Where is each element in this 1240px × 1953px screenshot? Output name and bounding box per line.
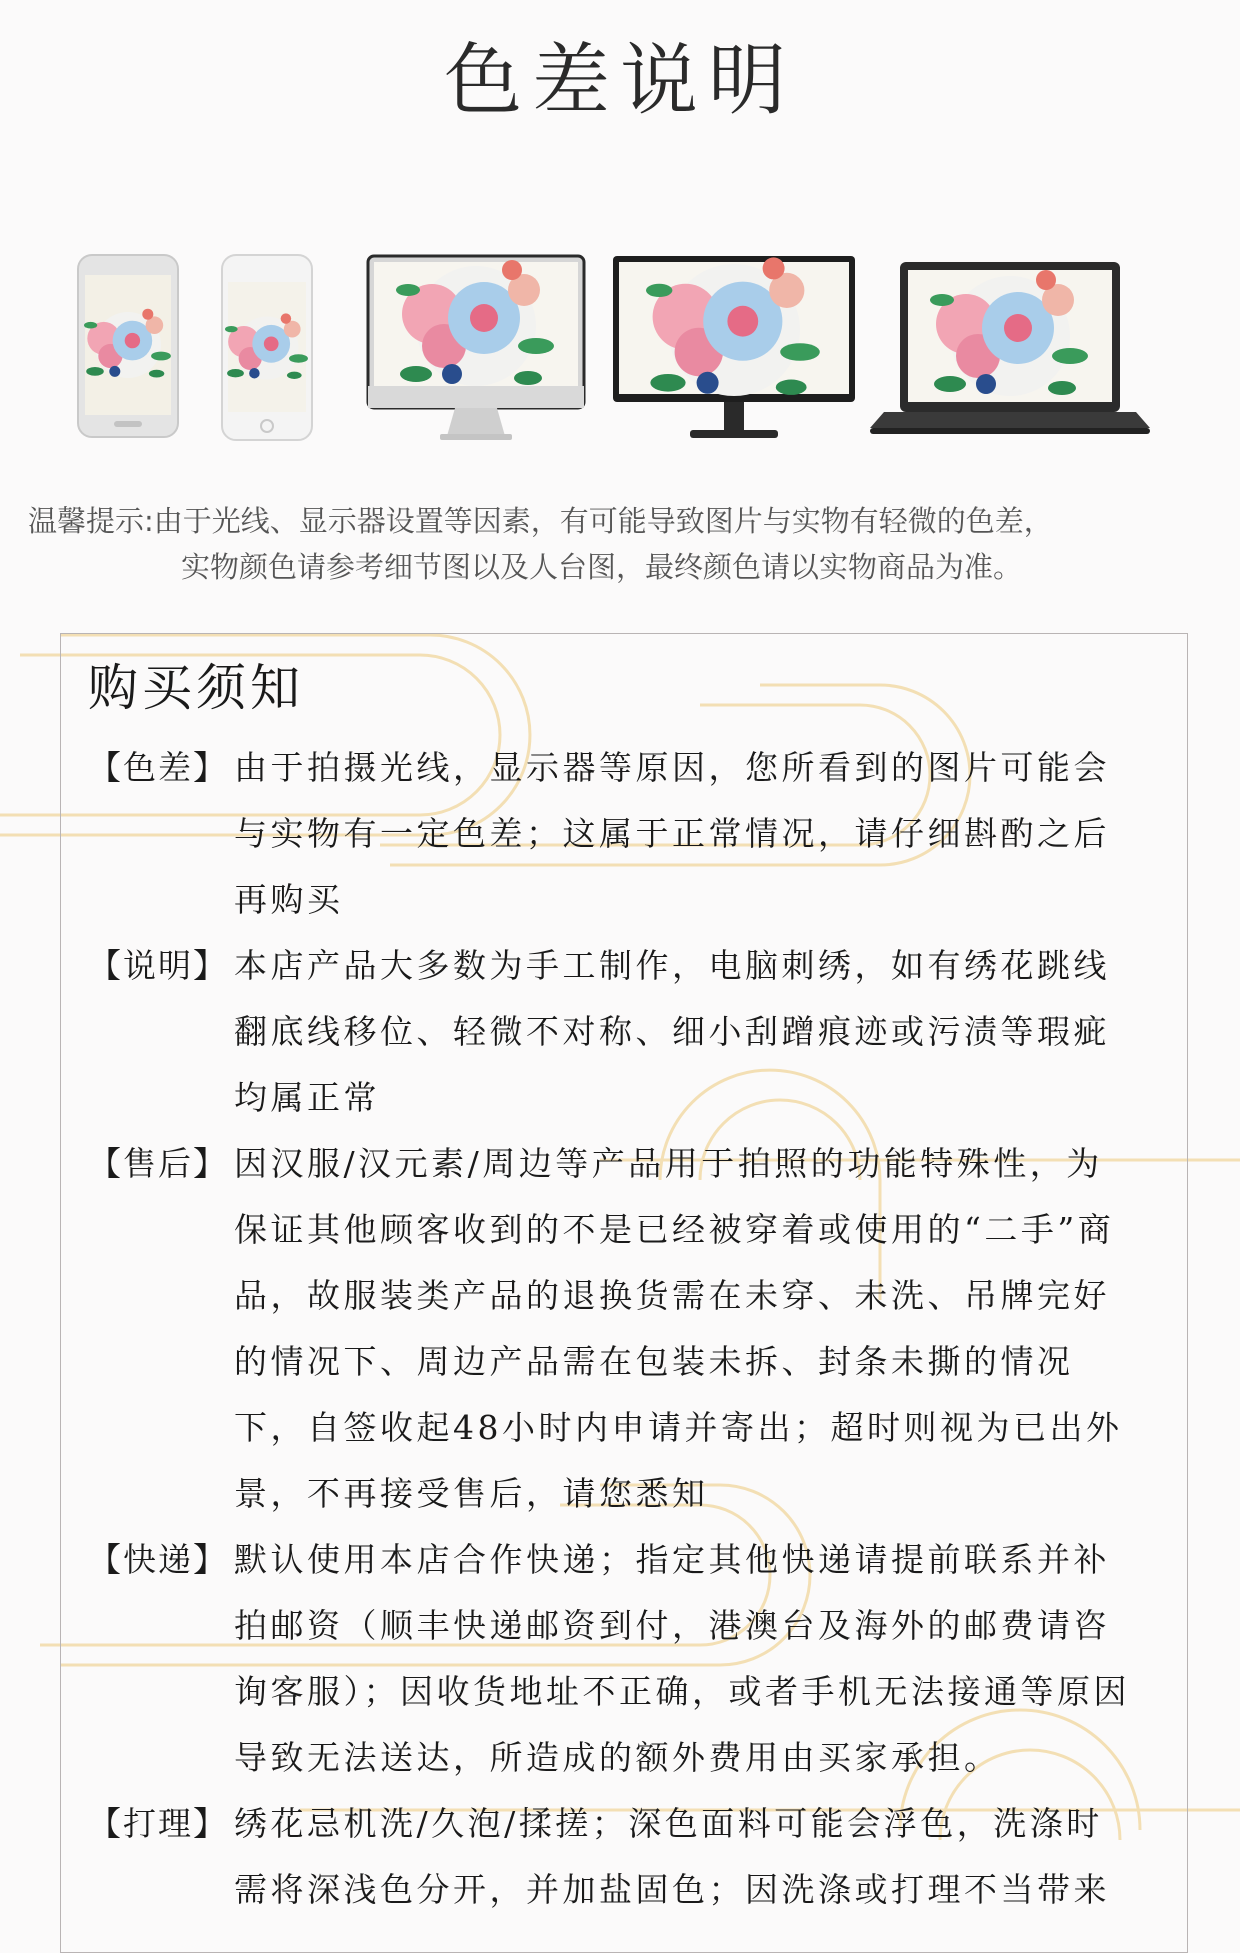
iphone-illustration [222, 255, 312, 440]
page-title: 色差说明 [443, 36, 796, 126]
laptop-illustration [870, 262, 1150, 434]
notice-item-label: 【说明】 [88, 946, 228, 985]
notice-item-text: 默认使用本店合作快递；指定其他快递请提前联系并补拍邮资（顺丰快递邮资到付，港澳台及海外的邮费请咨询客服）；因收货地址不正确，或者手机无法接通等原因导致无法送达，所造成的额外费用由买家承担。 [234, 1540, 1130, 1777]
notice-item [88, 1527, 1138, 1791]
device-illustrations [0, 0, 1240, 470]
notice-item-label: 【打理】 [88, 1804, 228, 1843]
tip-line-2: 实物颜色请参考细节图以及人台图，最终颜色请以实物商品为准。 [181, 550, 1023, 584]
notice-item-label: 【色差】 [88, 748, 228, 787]
notice-item-text: 绣花忌机洗/久泡/揉搓；深色面料可能会浮色，洗涤时需将深浅色分开，并加盐固色；因洗涤或打理不当带来 [234, 1804, 1110, 1909]
tip-text [28, 498, 1228, 590]
desktop-monitor-illustration [613, 256, 855, 438]
android-phone-illustration [78, 255, 178, 437]
notice-item-label: 【快递】 [88, 1540, 228, 1579]
tip-line-1: 温馨提示:由于光线、显示器设置等因素，有可能导致图片与实物有轻微的色差， [28, 504, 1053, 538]
imac-illustration [368, 256, 584, 440]
notice-item-text: 本店产品大多数为手工制作，电脑刺绣，如有绣花跳线翻底线移位、轻微不对称、细小刮蹭痕迹或污渍等瑕疵均属正常 [234, 946, 1110, 1117]
notice-item [88, 933, 1138, 1131]
notice-title: 购买须知 [88, 659, 304, 717]
notice-item [88, 735, 1138, 933]
notice-item-text: 由于拍摄光线，显示器等原因，您所看到的图片可能会与实物有一定色差；这属于正常情况，请仔细斟酌之后再购买 [234, 748, 1110, 919]
notice-item-text: 因汉服/汉元素/周边等产品用于拍照的功能特殊性，为保证其他顾客收到的不是已经被穿着或使用的“二手”商品，故服装类产品的退换货需在未穿、未洗、吊牌完好的情况下、周边产品需在包装未拆、封条未撕的情况下，自签收起48小时内申请并寄出；超时则视为已出外景，不再接受售后，请您悉知 [234, 1144, 1123, 1513]
notice-items [88, 735, 1138, 1923]
notice-item-label: 【售后】 [88, 1144, 228, 1183]
notice-item [88, 1791, 1138, 1923]
notice-item [88, 1131, 1138, 1527]
